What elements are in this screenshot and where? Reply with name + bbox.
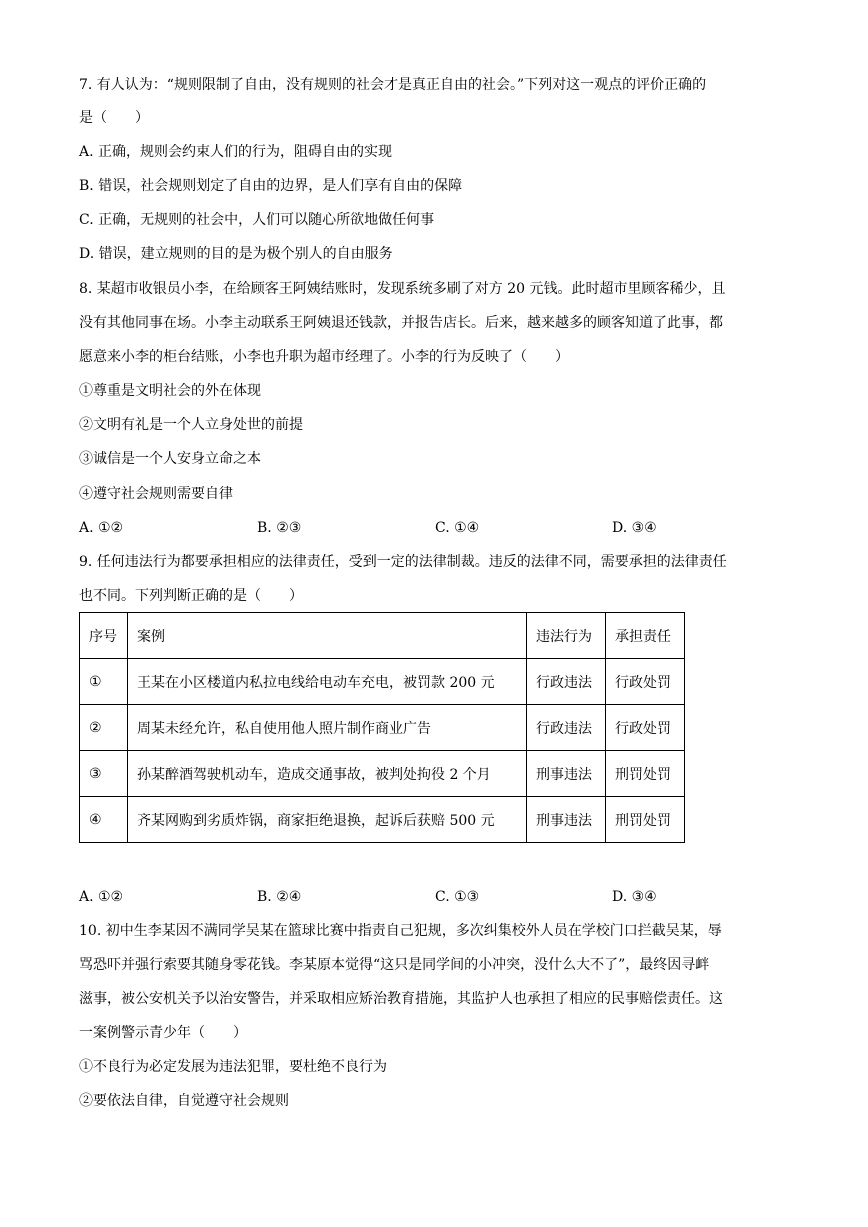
table-cell: 周某未经允许，私自使用他人照片制作商业广告 [128,705,527,751]
table-cell: 刑罚处罚 [606,751,685,797]
q8-choice-b: B. ②③ [257,520,302,536]
table-cell: ③ [80,751,128,797]
q9-stem-line-1: 9. 任何违法行为都要承担相应的法律责任，受到一定的法律制裁。违反的法律不同，需要承担的法律责任 [79,554,727,570]
q7-stem-line-1: 7. 有人认为：“规则限制了自由，没有规则的社会才是真正自由的社会。”下列对这一观点的评价正确的 [79,77,707,93]
table-cell: 刑罚处罚 [606,797,685,843]
q9-stem-line-2: 也不同。下列判断正确的是（ ） [79,588,303,604]
q10-stem-line-4: 一案例警示青少年（ ） [79,1025,247,1041]
q8-choice-d: D. ③④ [612,520,657,536]
q9-choices [79,887,799,907]
table-header-cell: 序号 [80,613,128,659]
q10-statement-2: ②要依法自律，自觉遵守社会规则 [79,1093,289,1109]
table-cell: 行政违法 [527,659,606,705]
q10-statement-1: ①不良行为必定发展为违法犯罪，要杜绝不良行为 [79,1059,387,1075]
table-cell: 刑事违法 [527,751,606,797]
q8-statement-4: ④遵守社会规则需要自律 [79,486,233,502]
q9-case-table [79,612,685,843]
q9-choice-b: B. ②④ [257,889,302,905]
table-header-cell: 承担责任 [606,613,685,659]
q8-statement-1: ①尊重是文明社会的外在体现 [79,383,261,399]
q7-option-d: D. 错误，建立规则的目的是为极个别人的自由服务 [79,246,393,262]
q8-statement-2: ②文明有礼是一个人立身处世的前提 [79,417,303,433]
table-row [80,659,685,705]
table-header-cell: 违法行为 [527,613,606,659]
table-row [80,797,685,843]
table-cell: ④ [80,797,128,843]
table-cell: 王某在小区楼道内私拉电线给电动车充电，被罚款 200 元 [128,659,527,705]
table-header-cell: 案例 [128,613,527,659]
table-cell: ② [80,705,128,751]
table-header-row [80,613,685,659]
q8-stem-line-1: 8. 某超市收银员小李，在给顾客王阿姨结账时，发现系统多刷了对方 20 元钱。此时超市里顾客稀少，且 [79,281,726,297]
q10-stem-line-2: 骂恐吓并强行索要其随身零花钱。李某原本觉得“这只是同学间的小冲突，没什么大不了”，最终因寻衅 [79,957,710,973]
q10-stem-line-3: 滋事，被公安机关予以治安警告，并采取相应矫治教育措施，其监护人也承担了相应的民事赔偿责任。这 [79,991,723,1007]
table-cell: ① [80,659,128,705]
q9-choice-a: A. ①② [79,889,124,905]
q9-choice-d: D. ③④ [612,889,657,905]
q8-choice-a: A. ①② [79,520,124,536]
table-cell: 孙某醉酒驾驶机动车，造成交通事故，被判处拘役 2 个月 [128,751,527,797]
q7-option-b: B. 错误，社会规则划定了自由的边界，是人们享有自由的保障 [79,178,463,194]
table-row [80,705,685,751]
q7-option-c: C. 正确，无规则的社会中，人们可以随心所欲地做任何事 [79,212,435,228]
q8-stem-line-3: 愿意来小李的柜台结账，小李也升职为超市经理了。小李的行为反映了（ ） [79,349,569,365]
q7-stem-line-2: 是（ ） [79,110,149,126]
q8-statement-3: ③诚信是一个人安身立命之本 [79,451,261,467]
q8-choice-c: C. ①④ [435,520,480,536]
table-cell: 行政违法 [527,705,606,751]
q8-stem-line-2: 没有其他同事在场。小李主动联系王阿姨退还钱款，并报告店长。后来，越来越多的顾客知道了此事，都 [79,315,723,331]
q9-choice-c: C. ①③ [435,889,480,905]
q10-stem-line-1: 10. 初中生李某因不满同学吴某在篮球比赛中指责自己犯规，多次纠集校外人员在学校门口拦截吴某，辱 [79,923,722,939]
q7-option-a: A. 正确，规则会约束人们的行为，阻碍自由的实现 [79,144,393,160]
q8-choices [79,518,799,538]
table-cell: 行政处罚 [606,705,685,751]
table-cell: 行政处罚 [606,659,685,705]
table-cell: 齐某网购到劣质炸锅，商家拒绝退换，起诉后获赔 500 元 [128,797,527,843]
table-row [80,751,685,797]
table-cell: 刑事违法 [527,797,606,843]
